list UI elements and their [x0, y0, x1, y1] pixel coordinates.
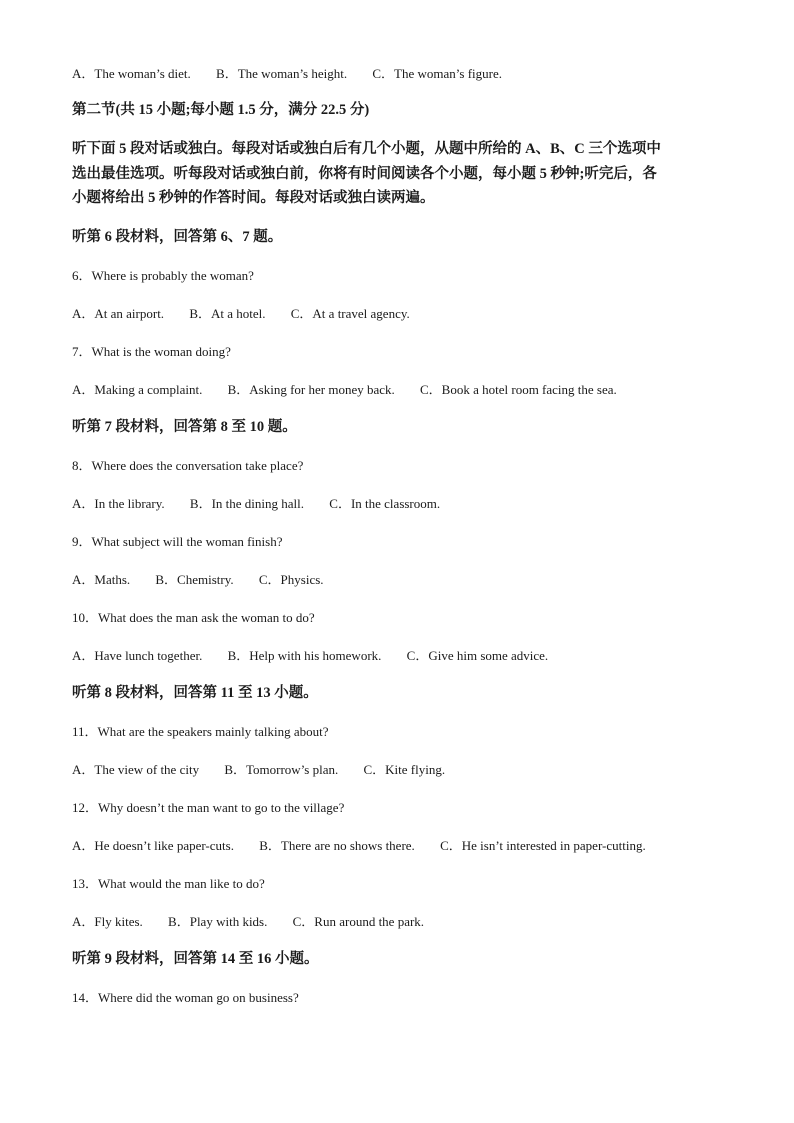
question: 13．What would the man like to do? — [72, 876, 265, 891]
instructions-line: 小题将给出 5 秒钟的作答时间。每段对话或独白读两遍。 — [72, 190, 435, 206]
option-c: C．Run around the park. — [292, 914, 425, 929]
option-c: C．In the classroom. — [329, 496, 441, 511]
section-heading: 第二节(共 15 小题;每小题 1.5 分，满分 22.5 分) — [72, 102, 370, 118]
option-c: C．Kite flying. — [363, 762, 446, 777]
option-c: C．Book a hotel room facing the sea. — [420, 382, 617, 397]
material-heading: 听第 8 段材料，回答第 11 至 13 小题。 — [72, 685, 318, 701]
question: 10．What does the man ask the woman to do? — [72, 610, 315, 625]
answer-options — [72, 496, 440, 512]
question: 6．Where is probably the woman? — [72, 268, 254, 283]
option-c: C．Give him some advice. — [406, 648, 549, 663]
answer-options — [72, 66, 502, 82]
option-c: C．He isn’t interested in paper-cutting. — [440, 838, 646, 853]
answer-options — [72, 382, 617, 398]
option-a: A．The woman’s diet. — [72, 66, 191, 81]
question: 9．What subject will the woman finish? — [72, 534, 283, 549]
answer-options — [72, 648, 548, 664]
question: 7．What is the woman doing? — [72, 344, 231, 359]
question: 11．What are the speakers mainly talking about? — [72, 724, 329, 739]
instructions-line: 选出最佳选项。听每段对话或独白前，你将有时间阅读各个小题，每小题 5 秒钟;听完后，各 — [72, 166, 657, 182]
option-b: B．At a hotel. — [189, 306, 266, 321]
instructions-line: 听下面 5 段对话或独白。每段对话或独白后有几个小题，从题中所给的 A、B、C 三个选项中 — [72, 141, 661, 157]
option-a: A．Have lunch together. — [72, 648, 203, 663]
option-a: A．He doesn’t like paper-cuts. — [72, 838, 234, 853]
material-heading: 听第 6 段材料，回答第 6、7 题。 — [72, 229, 283, 245]
option-b: B．Help with his homework. — [227, 648, 382, 663]
option-a: A．Maths. — [72, 572, 131, 587]
answer-options — [72, 762, 445, 778]
material-heading: 听第 9 段材料，回答第 14 至 16 小题。 — [72, 951, 319, 967]
option-c: C．At a travel agency. — [290, 306, 410, 321]
option-a: A．At an airport. — [72, 306, 165, 321]
option-c: C．The woman’s figure. — [372, 66, 502, 81]
option-b: B．Play with kids. — [168, 914, 268, 929]
material-heading: 听第 7 段材料，回答第 8 至 10 题。 — [72, 419, 297, 435]
option-a: A．Making a complaint. — [72, 382, 203, 397]
question: 14．Where did the woman go on business? — [72, 990, 299, 1005]
option-c: C．Physics. — [258, 572, 324, 587]
answer-options — [72, 838, 646, 854]
option-b: B．In the dining hall. — [189, 496, 305, 511]
answer-options — [72, 914, 424, 930]
option-a: A．In the library. — [72, 496, 165, 511]
answer-options — [72, 572, 324, 588]
answer-options — [72, 306, 410, 322]
question: 8．Where does the conversation take place? — [72, 458, 304, 473]
option-a: A．The view of the city — [72, 762, 200, 777]
option-b: B．The woman’s height. — [216, 66, 348, 81]
option-b: B．Chemistry. — [155, 572, 234, 587]
option-b: B．Tomorrow’s plan. — [224, 762, 339, 777]
option-b: B．There are no shows there. — [259, 838, 415, 853]
question: 12．Why doesn’t the man want to go to the village? — [72, 800, 345, 815]
option-b: B．Asking for her money back. — [227, 382, 395, 397]
option-a: A．Fly kites. — [72, 914, 143, 929]
